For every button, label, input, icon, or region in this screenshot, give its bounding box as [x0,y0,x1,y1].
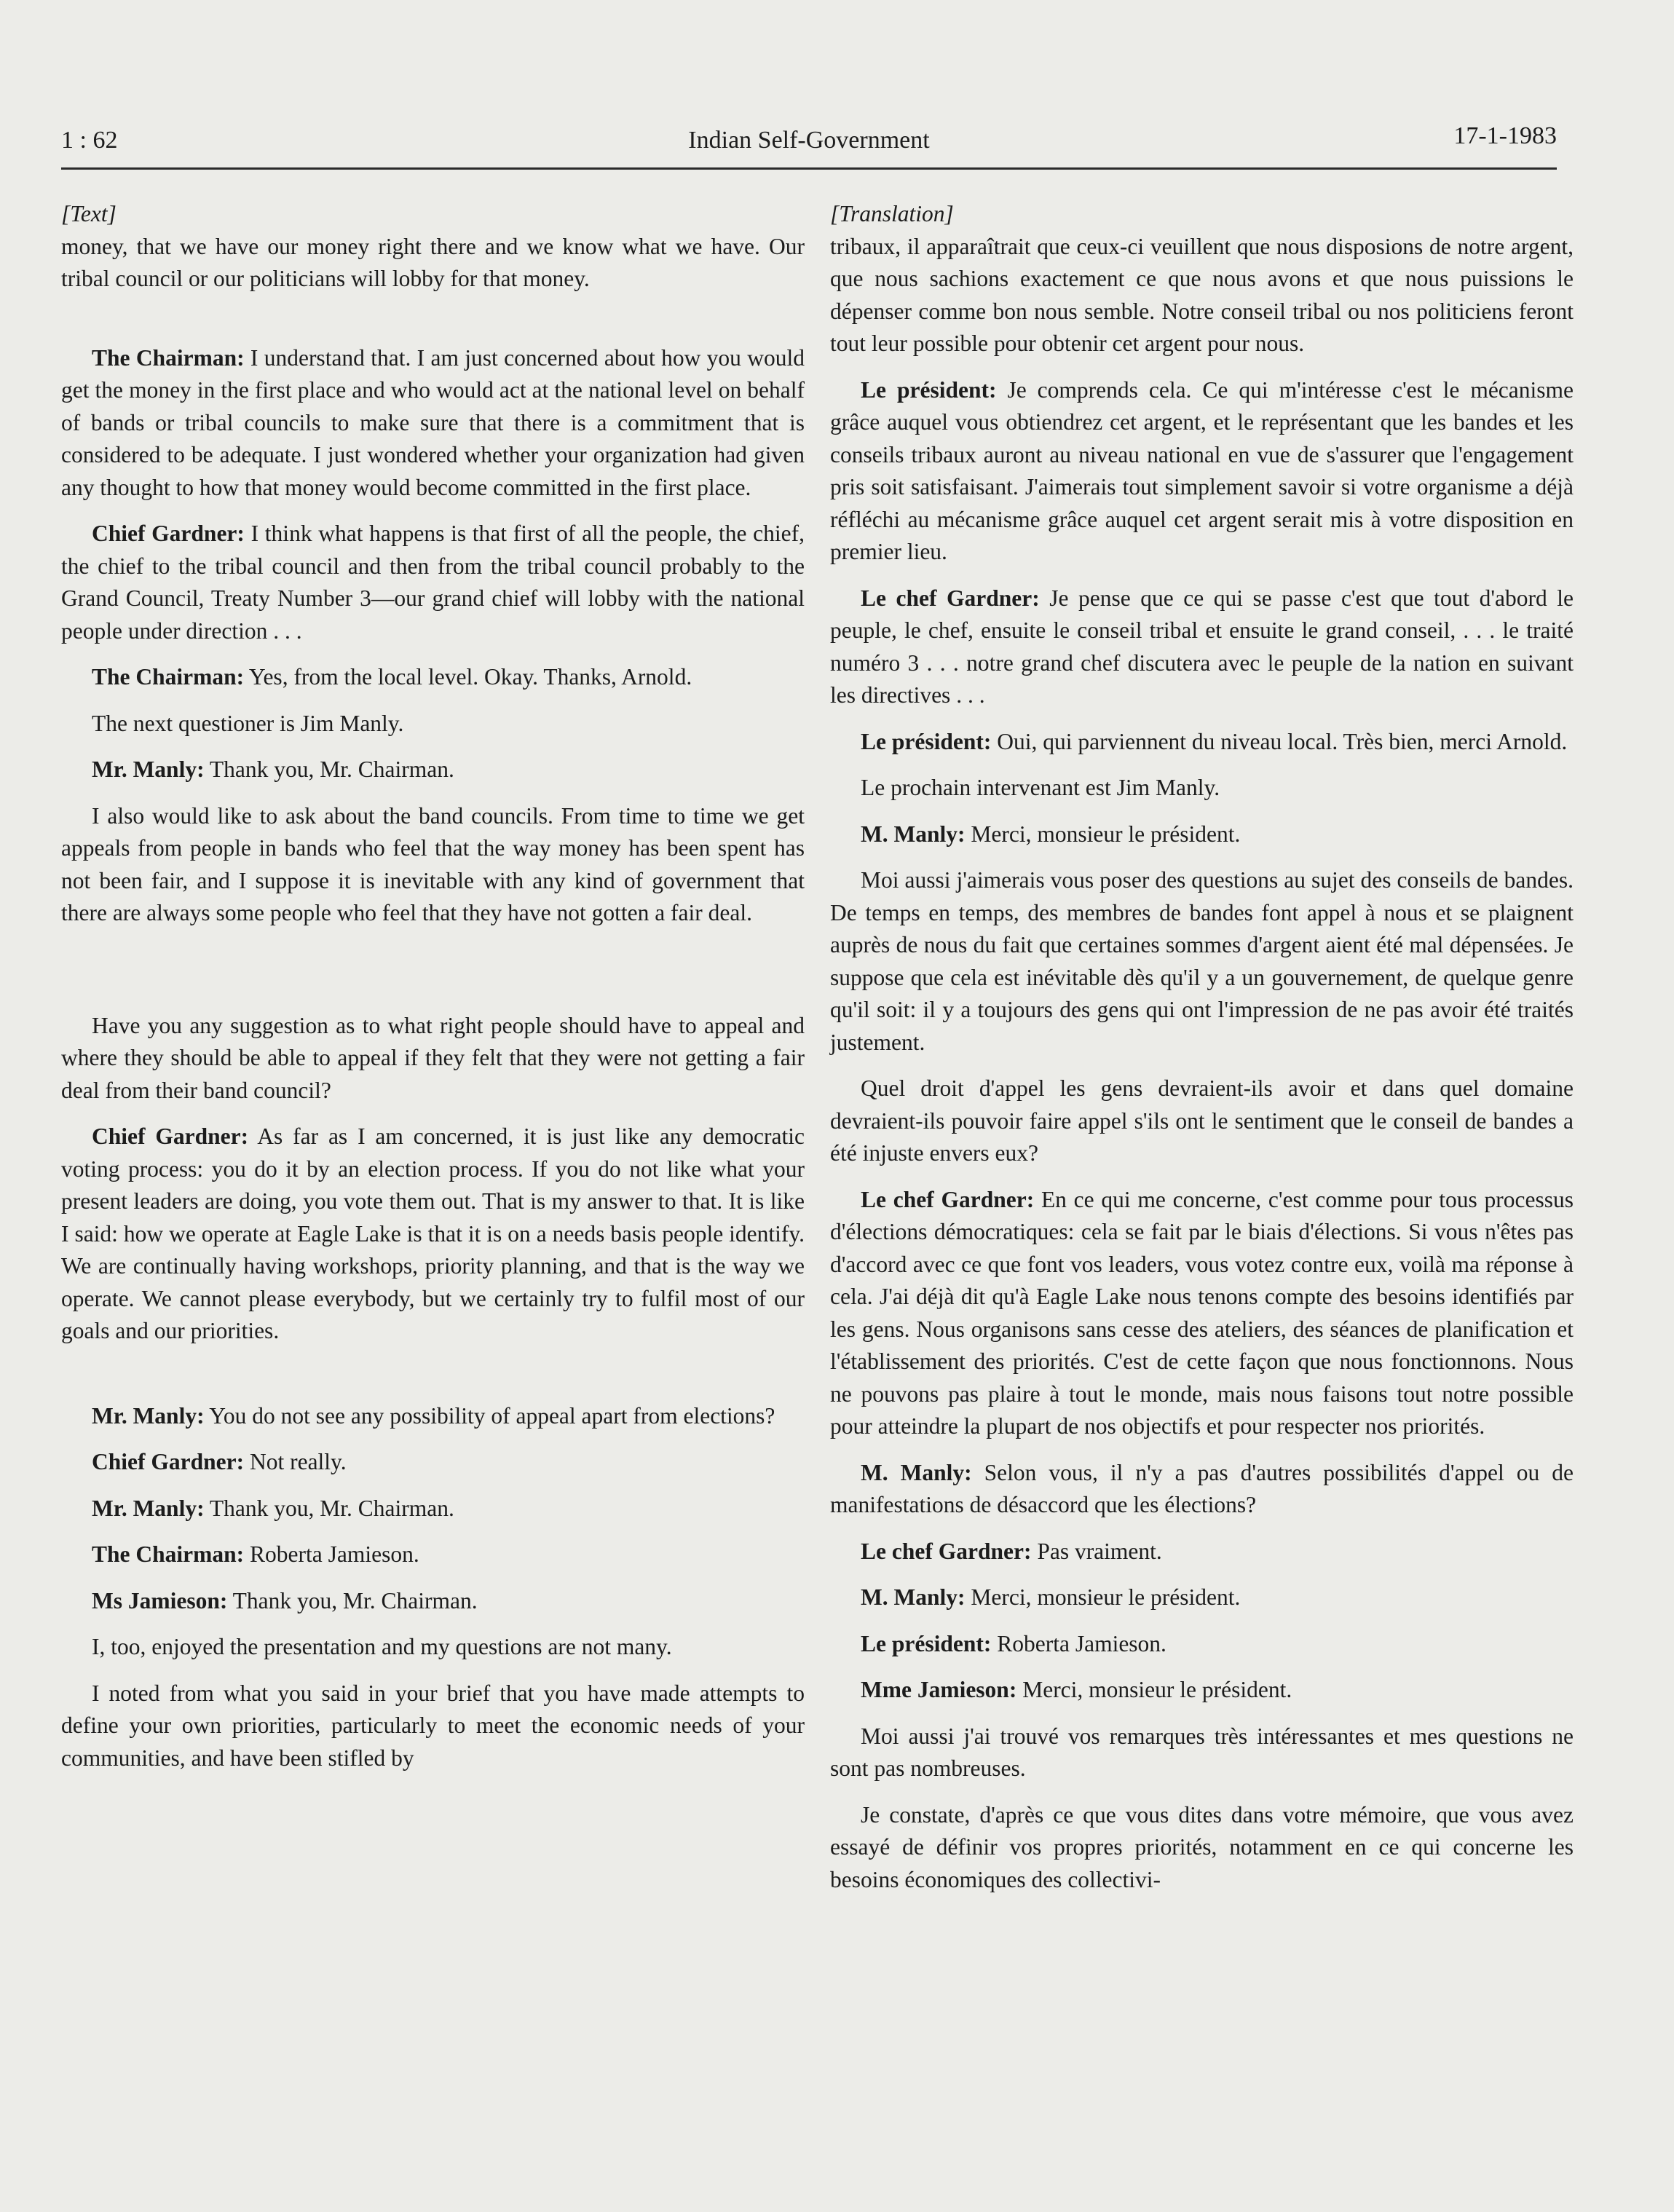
paragraph-text: Je pense que ce qui se passe c'est que tout d'abord le peuple, le chef, ensuite le conseil tribal et ensuite le grand conseil, . . . le traité numéro 3 . . . notre grand chef discutera avec le peuple de la nation en suivant les directives . . . [830,585,1574,708]
paragraph-text: En ce qui me concerne, c'est comme pour tous processus d'élections démocratiques: cela se fait par le biais d'élections. Si vous n'êtes pas d'accord avec ce que font vos leaders, vous votez contre eux, voilà ma réponse à cela. J'ai déjà dit qu'à Eagle Lake nous tenons compte des besoins identifiés par les gens. Nous organisons sans cesse des ateliers, des séances de planification et l'établissement des priorités. C'est de cette façon que nous fonctionnons. Nous ne pouvons pas plaire à tout le monde, mais nous faisons tout notre possible pour atteindre la plupart de nos objectifs et pour respecter nos priorités. [830,1186,1574,1439]
french-column [830,198,1574,1896]
running-header [61,122,1557,170]
paragraph-text: Merci, monsieur le président. [1022,1677,1292,1702]
paragraph [61,231,805,296]
speaker-name: Chief Gardner: [92,521,245,546]
paragraph-text: Moi aussi j'ai trouvé vos remarques très intéressantes et mes questions ne sont pas nombreuses. [830,1723,1574,1781]
paragraph [61,1538,805,1571]
speaker-name: Mr. Manly: [92,757,205,782]
paragraph-text: Le prochain intervenant est Jim Manly. [861,775,1220,800]
speaker-name: M. Manly: [861,1584,966,1610]
page-number: 1 : 62 [61,127,118,154]
speaker-name: Le président: [861,376,997,403]
paragraph-text: As far as I am concerned, it is just like any democratic voting process: you do it by an election process. If you do not like what your present leaders are doing, you vote them out. That is my answer to that. It is like I said: how we operate at Eagle Lake is that it is on a needs basis people identify. We are continually having workshops, priority planning, and that is the way we operate. We cannot please everybody, but we certainly try to fulfil most of our goals and our priorities. [61,1123,805,1343]
paragraph-text: I noted from what you said in your brief that you have made attempts to define your own priorities, particularly to meet the economic needs of your communities, and have been stifled by [61,1680,805,1771]
speaker-name: Mme Jamieson: [861,1677,1017,1702]
paragraph-text: I also would like to ask about the band councils. From time to time we get appeals from people in bands who feel that the way money has been spent has not been fair, and I suppose it is inevitable with any kind of government that there are always some people who feel that they have not gotten a fair deal. [61,802,805,925]
paragraph [61,661,805,694]
paragraph [830,1184,1574,1443]
speaker-name: Le président: [861,728,992,754]
speaker-name: Ms Jamieson: [92,1587,228,1613]
paragraph [830,1721,1574,1785]
paragraph [61,1010,805,1107]
paragraph-text: Have you any suggestion as to what right people should have to appeal and where they should be able to appeal if they felt that they were not getting a fair deal from their band council? [61,1012,805,1103]
paragraph [830,231,1574,360]
speaker-name: The Chairman: [92,344,245,371]
speaker-name: Le chef Gardner: [861,585,1040,611]
paragraph-text: tribaux, il apparaîtrait que ceux-ci veuillent que nous disposions de notre argent, que nous sachions exactement ce que nous avons et que nous puissions le dépenser comme bon nous semble. Notre conseil tribal ou nos politiciens feront tout leur possible pour obtenir cet argent pour nous. [830,233,1574,356]
speaker-name: Chief Gardner: [92,1123,249,1149]
speaker-name: Le président: [861,1630,992,1656]
paragraph [61,1493,805,1525]
paragraph-text: Pas vraiment. [1037,1538,1162,1564]
speaker-name: The Chairman: [92,1541,245,1567]
paragraph-text: Not really. [249,1449,347,1474]
paragraph [61,754,805,786]
paragraph-text: Je constate, d'après ce que vous dites dans votre mémoire, que vous avez essayé de définir vos propres priorités, notamment en ce qui concerne les besoins économiques des collectivi- [830,1801,1574,1892]
paragraph [830,582,1574,712]
paragraph [830,1674,1574,1707]
paragraph-text: Roberta Jamieson. [250,1541,419,1567]
paragraph-text: You do not see any possibility of appeal apart from elections? [209,1402,775,1429]
paragraph-text: I think what happens is that first of all the people, the chief, the chief to the tribal council and then from the tribal council probably to the Grand Council, Treaty Number 3—our grand chief will lobby with the national people under direction . . . [61,521,805,644]
paragraph [61,800,805,930]
paragraph [830,1073,1574,1170]
paragraph-text: I, too, enjoyed the presentation and my questions are not many. [92,1634,672,1659]
paragraph [830,772,1574,805]
speaker-name: Chief Gardner: [92,1449,245,1474]
issue-date: 17-1-1983 [1453,122,1557,149]
paragraph [61,342,805,505]
paragraph [61,518,805,647]
paragraph [830,864,1574,1059]
paragraph [61,1446,805,1479]
paragraph-text: Moi aussi j'aimerais vous poser des questions au sujet des conseils de bandes. De temps en temps, des membres de bandes font appel à nous et se plaignent auprès de nous du fait que certaines sommes d'argent aient été mal dépensées. Je suppose que cela est inévitable dès qu'il y a un gouvernement, de quelque genre qu'il soit: il y a toujours des gens qui ont l'impression de ne pas avoir été traités justement. [830,867,1574,1055]
paragraph-text: Merci, monsieur le président. [971,1584,1241,1610]
running-title: Indian Self-Government [688,127,930,154]
paragraph-text: Roberta Jamieson. [997,1630,1166,1656]
paragraph-text: Oui, qui parviennent du niveau local. Très bien, merci Arnold. [997,728,1568,754]
paragraph [61,1585,805,1618]
paragraph-text: money, that we have our money right there and we know what we have. Our tribal council or our politicians will lobby for that money. [61,233,805,291]
paragraph [830,1581,1574,1614]
paragraph [830,374,1574,569]
paragraph-text: Yes, from the local level. Okay. Thanks, Arnold. [248,664,692,690]
speaker-name: The Chairman: [92,664,245,690]
speaker-name: M. Manly: [861,1459,972,1485]
paragraph [830,818,1574,851]
paragraph [61,1678,805,1775]
paragraph-text: The next questioner is Jim Manly. [92,710,404,736]
speaker-name: Mr. Manly: [92,1495,205,1521]
paragraph [830,1628,1574,1661]
paragraph-text: Merci, monsieur le président. [971,821,1241,847]
paragraph [61,1400,805,1433]
paragraph-text: Je comprends cela. Ce qui m'intéresse c'est le mécanisme grâce auquel vous obtiendrez cet argent, et le représentant que les bandes et les conseils tribaux auront au niveau national en vue de s'assurer que l'engagement pris soit satisfaisant. J'aimerais tout simplement savoir si votre organisme a déjà réfléchi au mécanisme grâce auquel cet argent serait mis à votre disposition en premier lieu. [830,376,1574,564]
paragraph [61,1121,805,1348]
paragraph [830,1799,1574,1897]
paragraph [61,708,805,740]
paragraph [830,1457,1574,1522]
paragraph-text: Thank you, Mr. Chairman. [232,1587,478,1613]
paragraph-text: I understand that. I am just concerned about how you would get the money in the first place and who would act at the national level on behalf of bands or tribal councils to make sure that there is a commitment that is considered to be adequate. I just wondered whether your organization had given any thought to how that money would become committed in the first place. [61,344,805,500]
paragraph-text: Thank you, Mr. Chairman. [209,1495,454,1521]
paragraph-text: Quel droit d'appel les gens devraient-ils avoir et dans quel domaine devraient-ils pouvoir faire appel s'ils ont le sentiment que le conseil de bandes a été injuste envers eux? [830,1075,1574,1166]
speaker-name: Le chef Gardner: [861,1538,1032,1564]
column-label: [Translation] [830,201,954,226]
paragraph [61,1631,805,1664]
speaker-name: M. Manly: [861,821,966,847]
paragraph-text: Selon vous, il n'y a pas d'autres possibilités d'appel ou de manifestations de désaccord que les élections? [830,1459,1574,1517]
paragraph [830,726,1574,759]
column-label: [Text] [61,201,117,226]
paragraph-text: Thank you, Mr. Chairman. [209,757,454,782]
paragraph [830,1536,1574,1568]
speaker-name: Mr. Manly: [92,1402,205,1429]
english-column [61,198,805,1774]
speaker-name: Le chef Gardner: [861,1186,1035,1212]
